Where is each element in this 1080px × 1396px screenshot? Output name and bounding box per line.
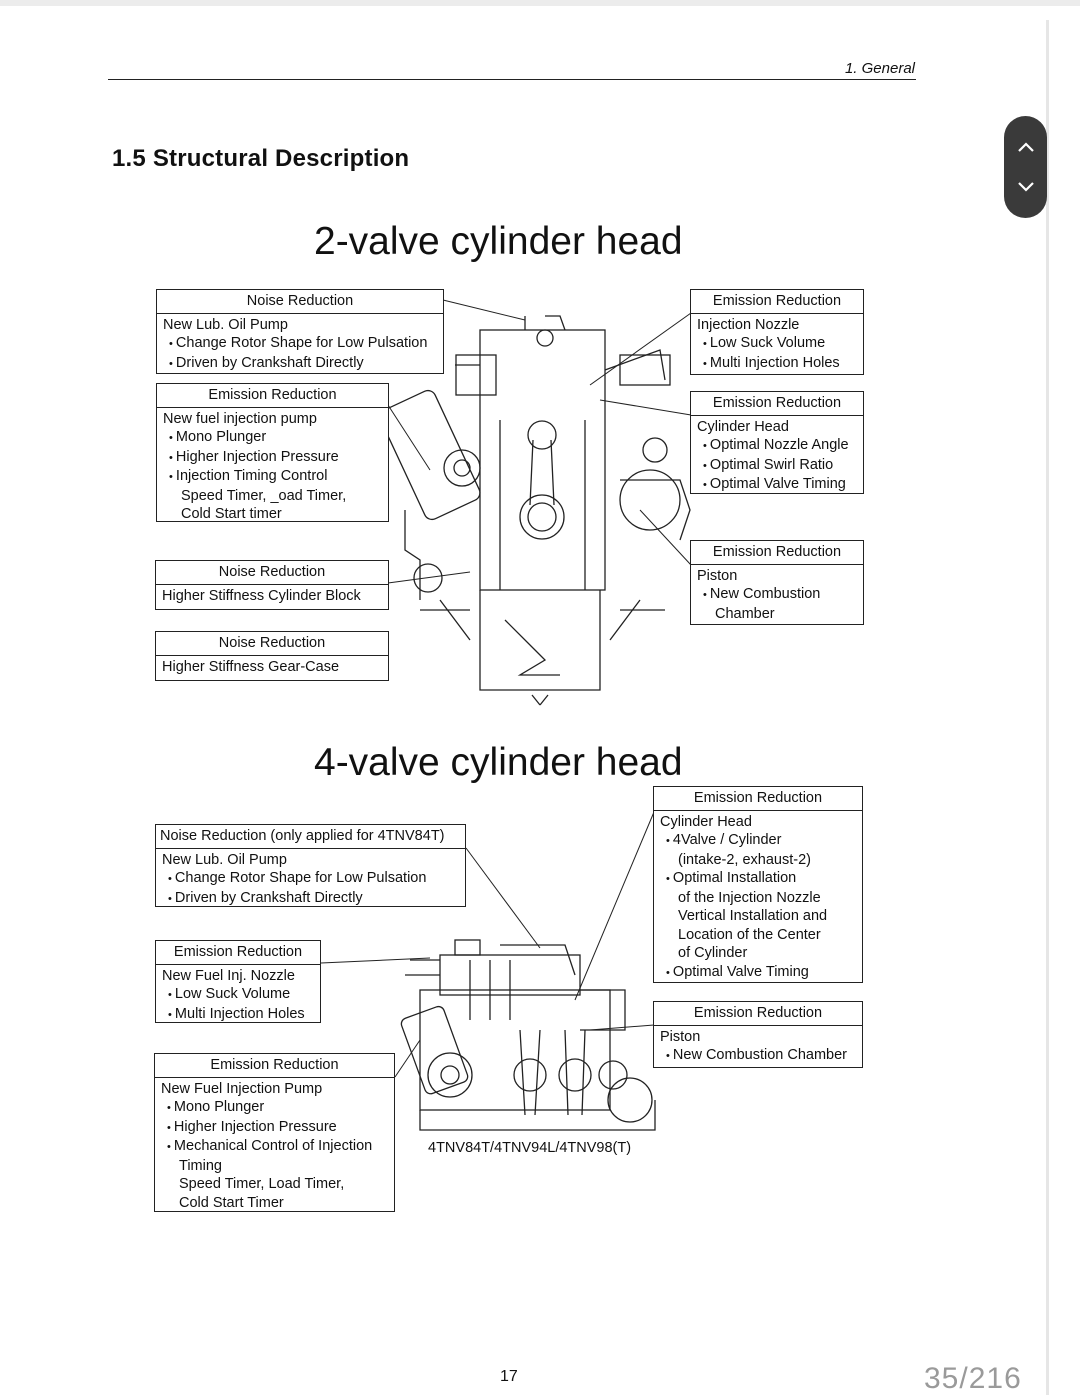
box-line: Speed Timer, _oad Timer, [181,487,347,504]
box-line: of Cylinder [678,945,748,961]
box-bullet: • Mechanical Control of Injection [161,1137,388,1157]
box-bullet: • Higher Injection Pressure [161,1118,388,1138]
box-bullet: • 4Valve / Cylinder [660,831,856,851]
box-heading: Emission Reduction [691,392,863,416]
box-bullet: • Optimal Installation [660,869,856,889]
box-line: New Lub. Oil Pump [162,851,287,868]
box-bullet: • Driven by Crankshaft Directly [163,354,437,374]
box-bullet: • Optimal Valve Timing [660,963,856,983]
box-bullet: • Mono Plunger [163,428,382,448]
four-valve-emission-piston-box [653,1001,863,1068]
box-line: Vertical Installation and [678,908,828,924]
four-valve-emission-nozzle-box [155,940,321,1023]
box-bullet: • Low Suck Volume [697,334,857,354]
box-line: Cold Start timer [181,506,282,522]
box-line: New fuel injection pump [163,410,317,427]
two-valve-emission-piston-box [690,540,864,625]
box-line: New Fuel Injection Pump [161,1080,323,1097]
box-line: Cylinder Head [697,418,789,435]
box-heading: Noise Reduction [157,290,443,314]
two-valve-noise-block-box [155,560,389,610]
engine-model-label: 4TNV84T/4TNV94L/4TNV98(T) [428,1140,632,1156]
four-valve-emission-fuel-pump-box [154,1053,395,1212]
chapter-header: 1. General [844,60,915,77]
four-valve-engine-drawing [400,940,655,1130]
box-bullet: • Low Suck Volume [162,985,314,1005]
box-bullet: • Higher Injection Pressure [163,448,382,468]
box-heading: Emission Reduction [654,787,862,811]
box-heading: Noise Reduction [156,632,388,656]
box-line: (intake-2, exhaust-2) [678,851,811,868]
chevron-up-icon [1017,141,1035,153]
box-bullet: • Optimal Swirl Ratio [697,456,857,476]
page-nav-control [1004,116,1047,218]
box-line: Higher Stiffness Cylinder Block [162,587,361,604]
two-valve-noise-gearcase-box [155,631,389,681]
box-heading: Emission Reduction [654,1002,862,1026]
section-title: 1.5 Structural Description [112,145,410,172]
box-heading: Noise Reduction [156,561,388,585]
two-valve-emission-cylinder-head-box [690,391,864,494]
box-line: Chamber [715,605,775,622]
box-bullet: • Change Rotor Shape for Low Pulsation [163,334,437,354]
box-heading: Emission Reduction [156,941,320,965]
box-line: Location of the Center [678,926,821,943]
box-line: New Fuel Inj. Nozzle [162,967,295,984]
box-bullet: • Change Rotor Shape for Low Pulsation [162,869,459,889]
box-line: Piston [697,567,738,584]
box-line: New Lub. Oil Pump [163,316,288,333]
box-line: Cylinder Head [660,813,752,830]
two-valve-noise-oil-pump-box [156,289,444,374]
box-bullet: • New Combustion [697,585,857,605]
two-valve-emission-nozzle-box [690,289,864,375]
box-bullet: • Optimal Nozzle Angle [697,436,857,456]
box-line: Cold Start Timer [179,1194,284,1211]
page-number: 17 [500,1368,518,1385]
page-counter: 35/216 [924,1362,1022,1395]
two-valve-title: 2-valve cylinder head [314,220,683,263]
two-valve-emission-fuel-pump-box [156,383,389,522]
box-bullet: • Mono Plunger [161,1098,388,1118]
box-bullet: • Injection Timing Control [163,467,382,487]
box-line: Speed Timer, Load Timer, [179,1176,345,1192]
box-line: Timing [179,1157,222,1174]
box-heading: Emission Reduction [691,290,863,314]
box-line: Higher Stiffness Gear-Case [162,658,340,675]
box-bullet: • Optimal Valve Timing [697,475,857,495]
box-line: Piston [660,1028,701,1045]
four-valve-noise-oil-pump-box [155,824,466,907]
box-bullet: • Multi Injection Holes [697,354,857,374]
four-valve-emission-cylinder-head-box [653,786,863,983]
previous-page-button[interactable] [1004,124,1047,168]
box-heading: Emission Reduction [155,1054,394,1078]
chevron-down-icon [1017,181,1035,193]
box-heading: Noise Reduction (only applied for 4TNV84T) [156,825,465,849]
box-heading: Emission Reduction [691,541,863,565]
box-heading: Emission Reduction [157,384,388,408]
box-bullet: • Multi Injection Holes [162,1005,314,1025]
box-line: Injection Nozzle [697,316,800,333]
box-line: of the Injection Nozzle [678,889,821,906]
next-page-button[interactable] [1004,164,1047,208]
box-bullet: • New Combustion Chamber [660,1046,856,1066]
four-valve-title: 4-valve cylinder head [314,741,683,784]
box-bullet: • Driven by Crankshaft Directly [162,889,459,909]
